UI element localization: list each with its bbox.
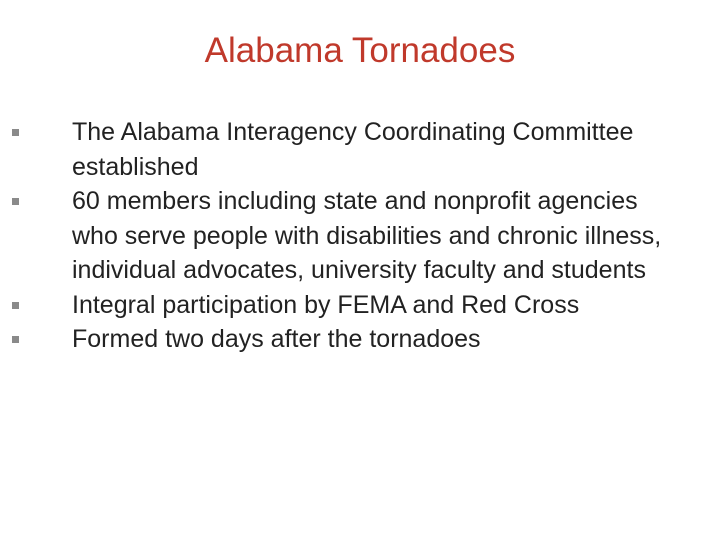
bullet-item — [72, 115, 672, 184]
square-bullet-icon — [12, 198, 19, 205]
square-bullet-icon — [12, 302, 19, 309]
slide-title: Alabama Tornadoes — [204, 31, 516, 70]
bullet-text: 60 members including state and nonprofit agencies who serve people with disabilities and chronic illness, individual advocates, university faculty and students — [72, 187, 662, 284]
bullet-text: Integral participation by FEMA and Red Cross — [72, 290, 580, 319]
square-bullet-icon — [12, 336, 19, 343]
bullet-item — [72, 184, 672, 288]
bullet-text: Formed two days after the tornadoes — [72, 325, 481, 353]
square-bullet-icon — [12, 129, 19, 136]
bullet-list — [72, 115, 672, 357]
bullet-item — [72, 322, 672, 357]
bullet-text: The Alabama Interagency Coordinating Committee established — [72, 118, 634, 181]
bullet-item — [72, 288, 672, 323]
